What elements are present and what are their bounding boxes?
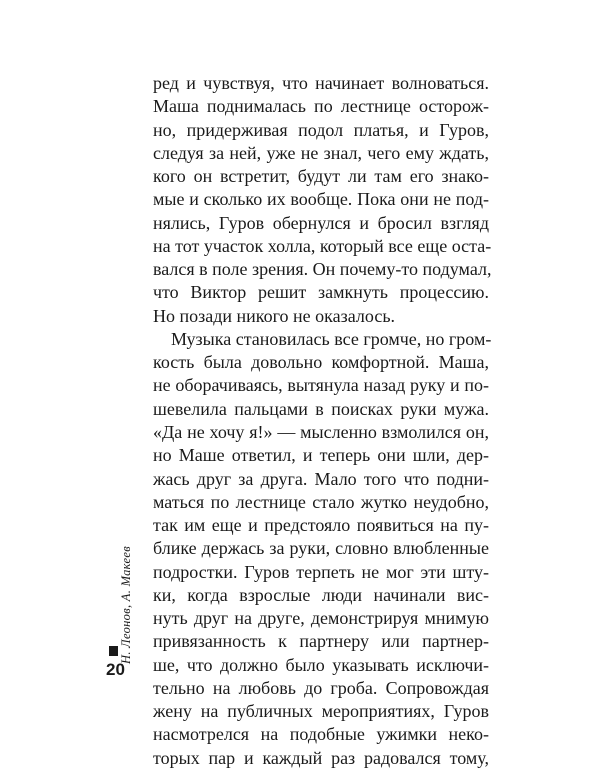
text-line: Но позади никого не оказалось. [153, 305, 396, 326]
text-line: ше, что должно было указывать исключи- [153, 654, 489, 675]
text-line: ред и чувствуя, что начинает волноваться. [153, 73, 489, 93]
running-head-square-marker [109, 646, 118, 656]
text-line: «Да не хочу я!» — мысленно взмолился он, [153, 421, 489, 442]
text-line: маться по лестнице стало жутко неудобно, [153, 491, 489, 512]
text-line: блике держась за руки, словно влюбленные [153, 538, 489, 559]
paragraph-2 [153, 328, 492, 770]
text-line: на тот участок холла, который все еще оста- [153, 235, 492, 256]
page-number: 20 [106, 660, 125, 679]
text-line: но, придерживая подол платья, и Гуров, [153, 119, 489, 140]
text-line: нялись, Гуров обернулся и бросил взгляд [153, 212, 489, 233]
text-line: Маша поднималась по лестнице осторож- [153, 96, 489, 117]
text-line: мые и сколько их вообще. Пока они не под- [153, 189, 489, 210]
running-head-authors: Н. Леонов, А. Макеев [119, 546, 133, 664]
text-line: но Маше ответил, и теперь они шли, дер- [153, 445, 489, 466]
text-line: нуть друг на друге, демонстрируя мнимую [153, 608, 489, 629]
text-line: насмотрелся на подобные ужимки неко- [153, 724, 489, 745]
text-line: торых пар и каждый раз радовался тому, [153, 747, 489, 768]
text-line: кого он встретит, будут ли там его знако- [153, 166, 489, 187]
text-line: не оборачиваясь, вытянула назад руку и по- [153, 375, 489, 396]
text-line: ки, когда взрослые люди начинали вис- [153, 584, 489, 605]
paragraph-1 [153, 72, 492, 328]
text-line: так им еще и предстояло появиться на пу- [153, 515, 489, 536]
text-line: привязанность к партнеру или партнер- [153, 631, 489, 652]
text-line: Музыка становилась все громче, но гром- [171, 328, 492, 349]
text-line: жену на публичных мероприятиях, Гуров [153, 701, 489, 722]
text-line: подростки. Гуров терпеть не мог эти шту- [153, 561, 489, 582]
text-line: тельно на любовь до гроба. Сопровождая [153, 677, 489, 698]
text-line: следуя за ней, уже не знал, чего ему ждать, [153, 142, 489, 163]
text-line: что Виктор решит замкнуть процессию. [153, 282, 489, 303]
text-line: вался в поле зрения. Он почему-то подумал, [153, 259, 492, 280]
text-line: кость была довольно комфортной. Маша, [153, 352, 489, 373]
text-line: жась друг за друга. Мало того что подни- [153, 468, 489, 489]
body-text [153, 72, 492, 770]
text-line: шевелила пальцами в поисках руки мужа. [153, 398, 489, 419]
